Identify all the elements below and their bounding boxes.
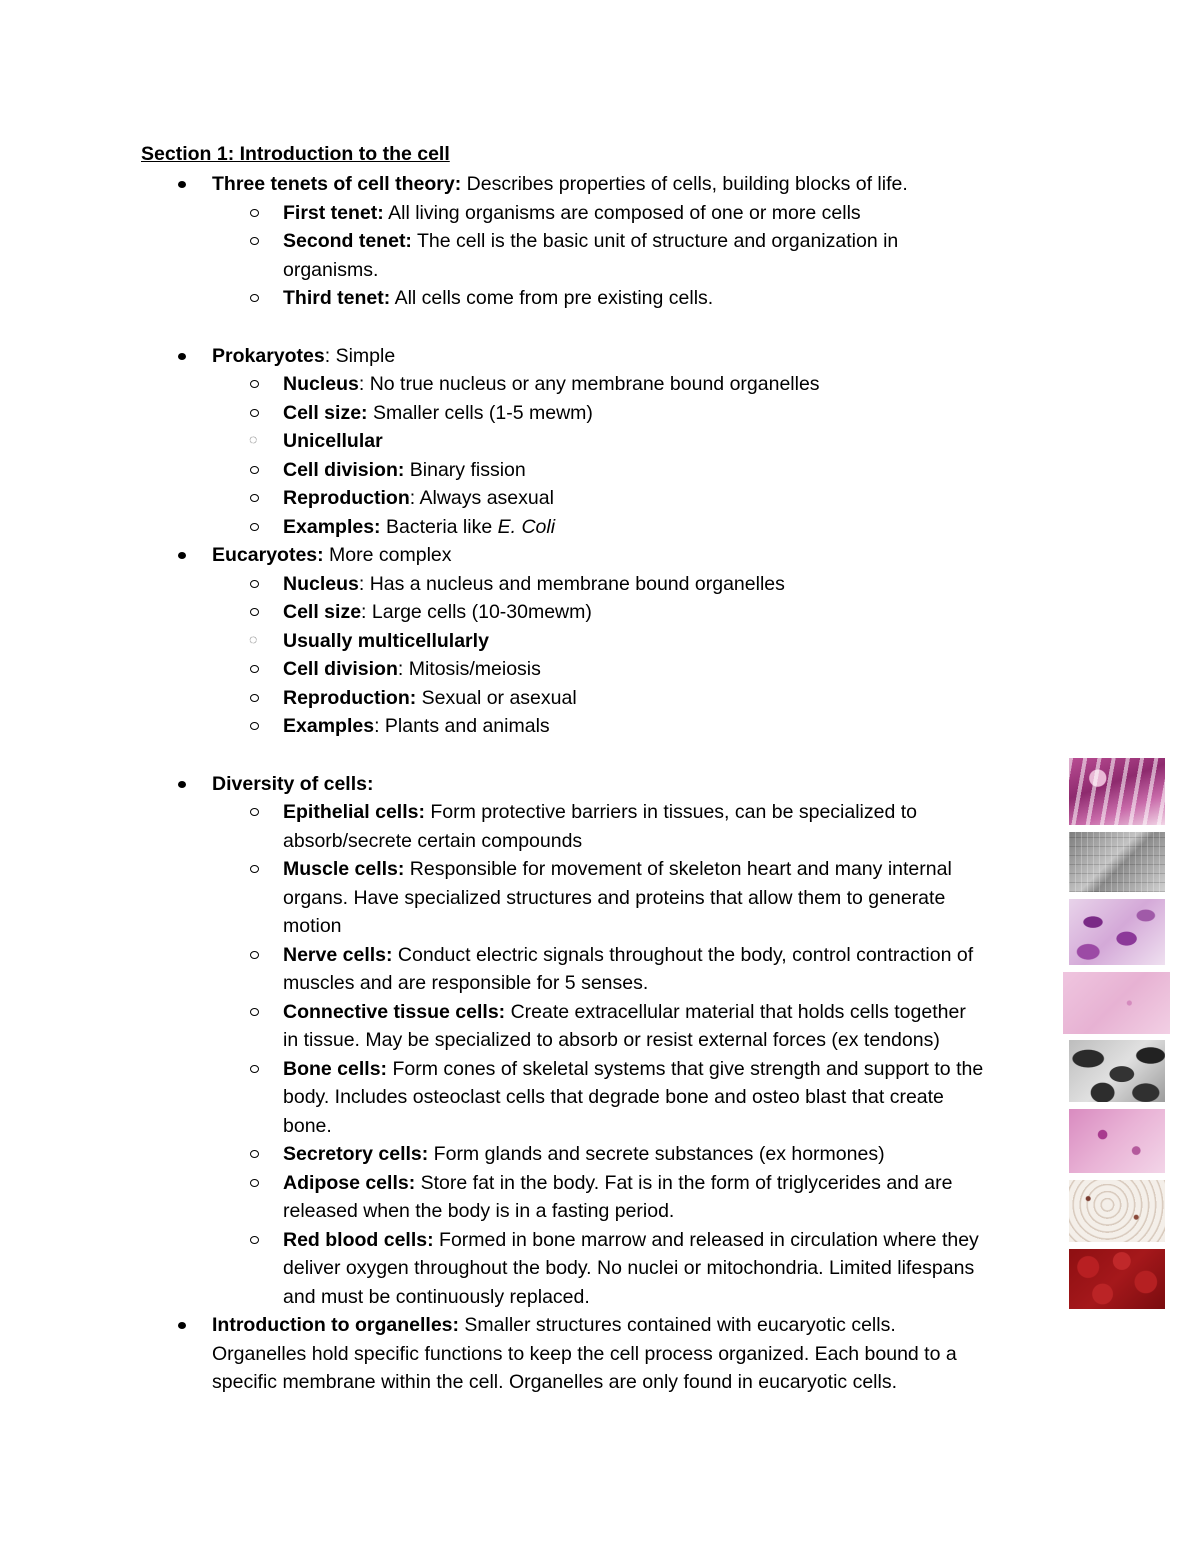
sub-item-term: Second tenet: xyxy=(283,230,412,252)
spacer xyxy=(0,741,1060,770)
sub-item-term: Cell division: xyxy=(283,458,405,481)
sub-item-continuation: in tissue. May be specialized to absorb or resist external forces (ex tendons) xyxy=(283,1029,940,1051)
species-name: E. Coli xyxy=(497,515,556,538)
circle-bullet-icon xyxy=(250,466,259,474)
sub-item-term: Examples xyxy=(283,715,375,737)
sub-item-red-blood-cells xyxy=(0,1226,1060,1312)
sub-item-term: Nerve cells: xyxy=(283,943,393,966)
item-continuation: Organelles hold specific functions to keep the cell process organized. Each bound to a xyxy=(212,1342,957,1365)
sub-item-eucaryote-cell-division xyxy=(0,655,1060,684)
circle-bullet-icon xyxy=(250,494,259,502)
item-term: Eucaryotes: xyxy=(212,544,324,566)
sub-item-continuation: organs. Have specialized structures and proteins that allow them to generate xyxy=(283,886,946,909)
circle-bullet-icon xyxy=(250,694,259,702)
bullet-icon xyxy=(178,181,186,188)
sub-item-term: Cell size xyxy=(283,601,362,623)
circle-bullet-icon xyxy=(250,1150,259,1158)
sub-item-text: : Large cells (10-30mewm) xyxy=(361,601,592,623)
sub-item-text: Formed in bone marrow and released in circulation where they xyxy=(433,1228,979,1251)
sub-item-prokaryote-nucleus xyxy=(0,370,1060,399)
sub-item-secretory-cells xyxy=(0,1140,1060,1169)
circle-bullet-icon xyxy=(250,409,259,417)
muscle-tissue-image xyxy=(1069,832,1165,892)
sub-item-text: Store fat in the body. Fat is in the form of triglycerides and are xyxy=(415,1171,953,1194)
sub-item-text: : No true nucleus or any membrane bound organelles xyxy=(358,373,820,395)
sub-item-text: The cell is the basic unit of structure and organization in xyxy=(411,230,899,252)
item-continuation: specific membrane within the cell. Organelles are only found in eucaryotic cells. xyxy=(212,1371,897,1393)
sub-item-text: Form protective barriers in tissues, can be specialized to xyxy=(424,801,918,823)
epithelial-tissue-image xyxy=(1069,758,1165,825)
page-title: Section 1: Introduction to the cell xyxy=(141,143,450,165)
list-item-organelles xyxy=(0,1311,1060,1397)
bullet-icon xyxy=(178,552,186,559)
sub-item-term: Reproduction xyxy=(283,487,410,509)
circle-bullet-icon xyxy=(250,865,259,873)
sub-item-text: : Always asexual xyxy=(409,487,554,509)
sub-item-term: Epithelial cells: xyxy=(283,801,425,823)
sub-item-bone-cells xyxy=(0,1055,1060,1141)
circle-bullet-icon xyxy=(250,1179,259,1187)
sub-item-continuation: body. Includes osteoclast cells that degrade bone and osteo blast that create xyxy=(283,1086,944,1108)
list-item-prokaryotes xyxy=(0,342,1060,371)
circle-bullet-icon xyxy=(250,294,259,302)
notes-list xyxy=(0,170,1060,1397)
sub-item-term: Unicellular xyxy=(283,430,383,452)
circle-bullet-icon xyxy=(250,808,259,816)
item-term: Three tenets of cell theory: xyxy=(212,173,462,195)
sub-item-eucaryote-nucleus xyxy=(0,570,1060,599)
sub-item-text: All living organisms are composed of one or more cells xyxy=(383,201,861,224)
sub-item-term: Cell division xyxy=(283,658,398,680)
sub-item-continuation: bone. xyxy=(283,1114,332,1137)
sub-item-prokaryote-cell-size xyxy=(0,399,1060,428)
sub-item-second-tenet xyxy=(0,227,1060,284)
sub-item-term: Connective tissue cells: xyxy=(283,1000,506,1023)
sub-item-muscle-cells xyxy=(0,855,1060,941)
sub-item-third-tenet xyxy=(0,284,1060,313)
nerve-tissue-image xyxy=(1069,899,1165,965)
sub-item-eucaryote-cell-size xyxy=(0,598,1060,627)
sub-item-text: Form cones of skeletal systems that give strength and support to the xyxy=(387,1057,984,1080)
item-text: Describes properties of cells, building blocks of life. xyxy=(461,173,908,195)
sub-item-text: Smaller cells (1-5 mewm) xyxy=(367,401,593,424)
item-term: Introduction to organelles: xyxy=(212,1314,459,1336)
sub-item-continuation: released when the body is in a fasting period. xyxy=(283,1200,675,1222)
circle-bullet-icon xyxy=(250,380,259,388)
sub-item-prokaryote-cell-division xyxy=(0,456,1060,485)
adipose-tissue-image xyxy=(1069,1180,1165,1242)
sub-item-continuation: organisms. xyxy=(283,258,379,281)
sub-item-eucaryote-examples xyxy=(0,712,1060,741)
connective-tissue-image xyxy=(1063,972,1170,1034)
circle-bullet-icon xyxy=(250,951,259,959)
sub-item-text: : Has a nucleus and membrane bound organelles xyxy=(358,572,785,595)
sub-item-text: Sexual or asexual xyxy=(416,686,577,709)
item-text: Smaller structures contained with eucaryotic cells. xyxy=(459,1314,896,1336)
sub-item-continuation: deliver oxygen throughout the body. No nuclei or mitochondria. Limited lifespans xyxy=(283,1257,975,1279)
sub-item-term: Examples: xyxy=(283,515,381,538)
sub-item-term: Bone cells: xyxy=(283,1057,388,1080)
circle-bullet-icon xyxy=(250,608,259,616)
bone-tissue-image xyxy=(1069,1040,1165,1102)
sub-item-term: Nucleus xyxy=(283,373,359,395)
circle-bullet-icon xyxy=(250,523,259,531)
sub-item-term: Adipose cells: xyxy=(283,1171,416,1194)
circle-bullet-icon xyxy=(250,580,259,588)
secretory-tissue-image xyxy=(1069,1109,1165,1173)
list-item-diversity-of-cells xyxy=(0,770,1060,799)
list-item-cell-theory xyxy=(0,170,1060,199)
sub-item-prokaryote-reproduction xyxy=(0,484,1060,513)
circle-bullet-icon xyxy=(250,665,259,673)
bullet-icon xyxy=(178,353,186,360)
item-text: : Simple xyxy=(324,344,396,367)
sub-item-nerve-cells xyxy=(0,941,1060,998)
sub-item-prokaryote-examples xyxy=(0,513,1060,542)
red-blood-cells-image xyxy=(1069,1249,1165,1309)
sub-item-term: Red blood cells: xyxy=(283,1228,434,1251)
sub-item-term: Third tenet: xyxy=(283,287,391,309)
sub-item-term: First tenet: xyxy=(283,201,384,224)
item-text: More complex xyxy=(323,544,452,566)
dotted-bullet-icon: ◌ xyxy=(249,431,258,447)
bullet-icon xyxy=(178,781,186,788)
sub-item-continuation: motion xyxy=(283,915,342,937)
sub-item-continuation: muscles and are responsible for 5 senses. xyxy=(283,972,649,994)
sub-item-text: All cells come from pre existing cells. xyxy=(390,287,714,309)
item-term: Prokaryotes xyxy=(212,344,325,367)
sub-item-text: Bacteria like xyxy=(380,515,498,538)
sub-item-term: Cell size: xyxy=(283,401,368,424)
sub-item-text: Form glands and secrete substances (ex hormones) xyxy=(428,1143,885,1165)
dotted-bullet-icon: ◌ xyxy=(249,630,258,647)
sub-item-text: : Plants and animals xyxy=(374,715,550,737)
circle-bullet-icon xyxy=(250,1236,259,1244)
sub-item-term: Secretory cells: xyxy=(283,1143,429,1165)
sub-item-first-tenet xyxy=(0,199,1060,228)
sub-item-eucaryote-reproduction xyxy=(0,684,1060,713)
sub-item-adipose-cells xyxy=(0,1169,1060,1226)
sub-item-continuation: and must be continuously replaced. xyxy=(283,1285,590,1308)
sub-item-term: Reproduction: xyxy=(283,686,417,709)
circle-bullet-icon xyxy=(250,1008,259,1016)
circle-bullet-icon xyxy=(250,209,259,217)
circle-bullet-icon xyxy=(250,722,259,730)
sub-item-continuation: absorb/secrete certain compounds xyxy=(283,829,583,852)
item-term: Diversity of cells: xyxy=(212,772,374,795)
sub-item-term: Nucleus xyxy=(283,572,359,595)
tissue-image-column xyxy=(1060,0,1200,1553)
sub-item-epithelial-cells xyxy=(0,798,1060,855)
sub-item-term: Usually multicellularly xyxy=(283,629,489,652)
sub-item-connective-tissue-cells xyxy=(0,998,1060,1055)
sub-item-text: Create extracellular material that holds cells together xyxy=(505,1000,966,1023)
sub-item-unicellular xyxy=(0,427,1060,456)
sub-item-text: : Mitosis/meiosis xyxy=(397,658,541,680)
list-item-eucaryotes xyxy=(0,541,1060,570)
sub-item-text: Responsible for movement of skeleton heart and many internal xyxy=(404,858,952,880)
sub-item-term: Muscle cells: xyxy=(283,858,405,880)
sub-item-multicellular xyxy=(0,627,1060,656)
circle-bullet-icon xyxy=(250,237,259,245)
bullet-icon xyxy=(178,1322,186,1329)
spacer xyxy=(0,313,1060,342)
sub-item-text: Binary fission xyxy=(404,458,526,481)
sub-item-text: Conduct electric signals throughout the body, control contraction of xyxy=(392,943,974,966)
circle-bullet-icon xyxy=(250,1065,259,1073)
